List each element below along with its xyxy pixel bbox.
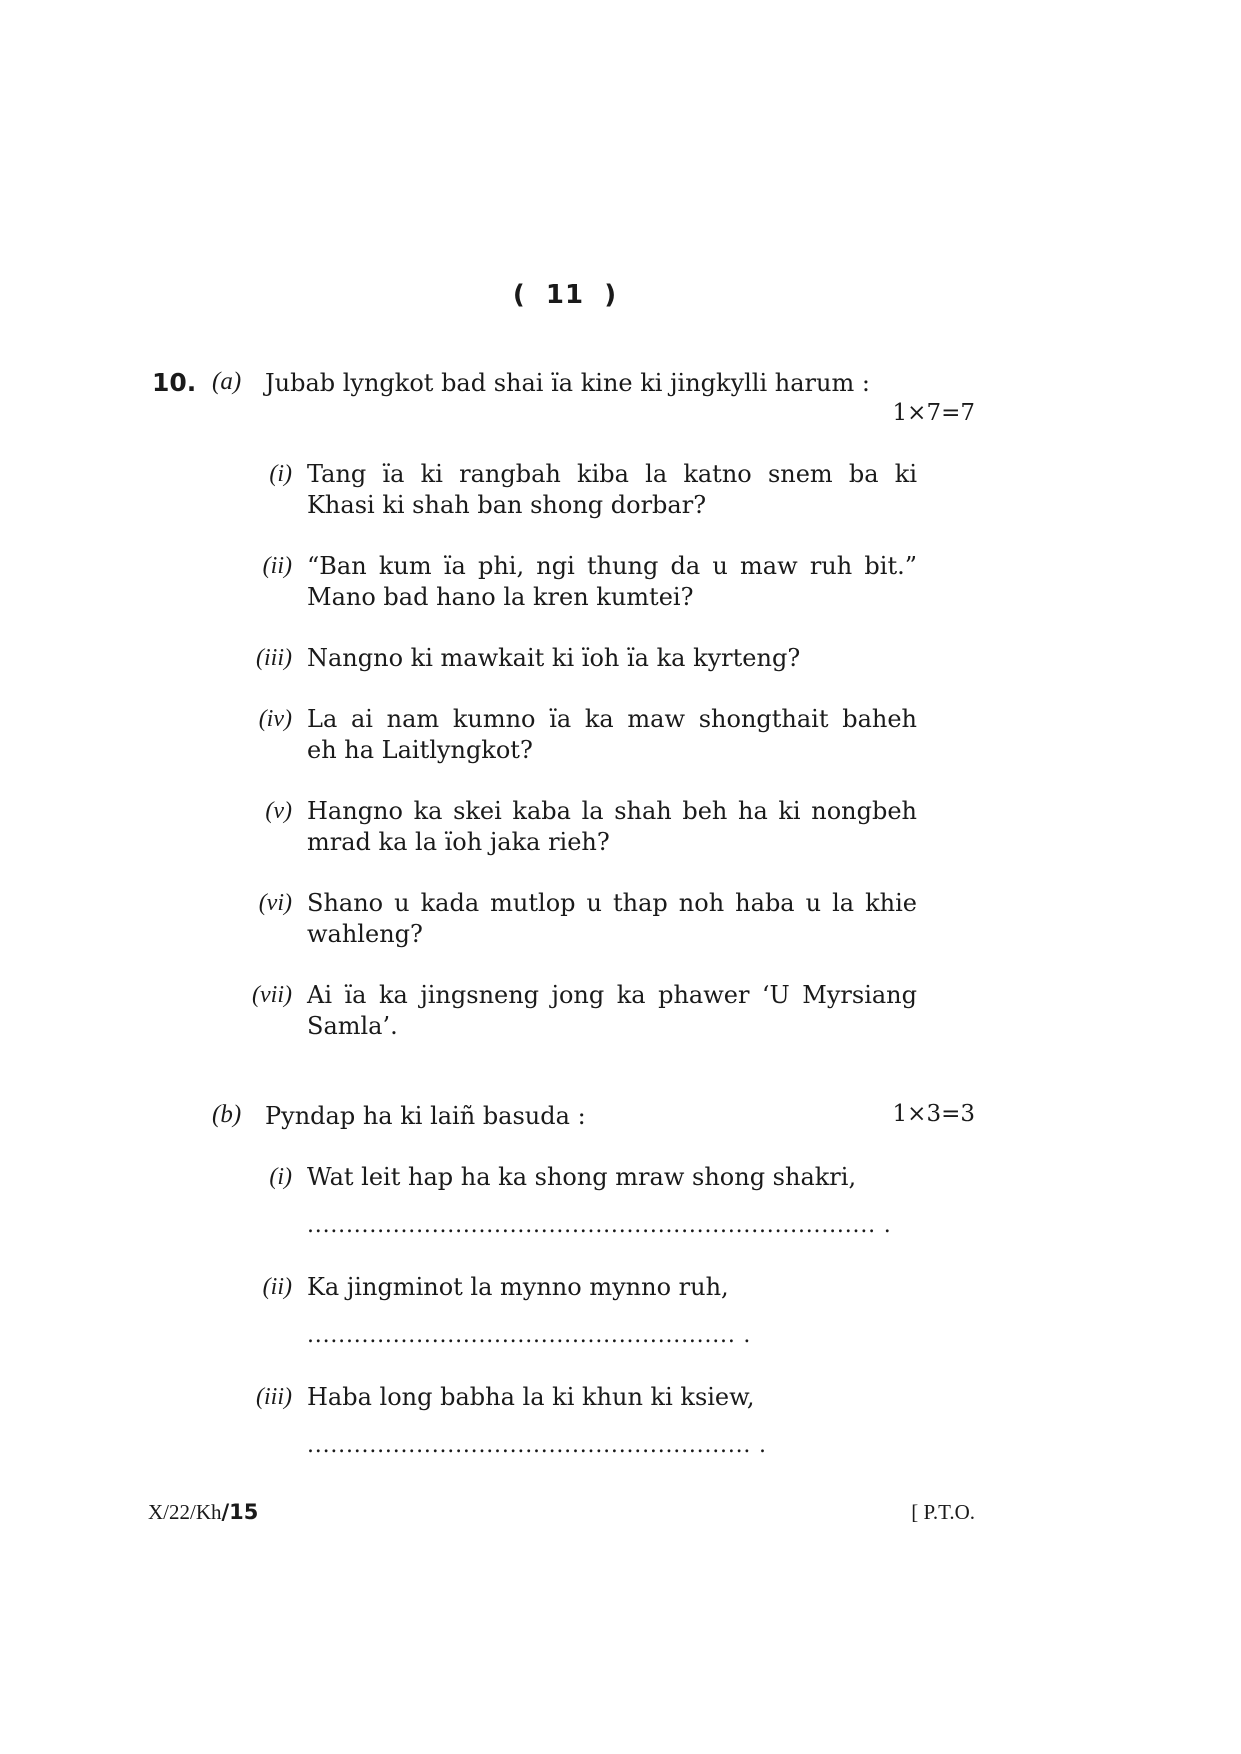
item-a-vi-line-1: Shano u kada mutlop u thap noh haba u la khie [307,889,917,917]
item-a-iv-line-2: eh ha Laitlyngkot? [307,736,533,764]
item-a-v-roman: (v) [265,798,292,824]
item-a-iii-line-1: Nangno ki mawkait ki ïoh ïa ka kyrteng? [307,644,801,672]
item-a-vi-roman: (vi) [258,890,292,916]
paper-code-suffix: /15 [221,1500,259,1524]
part-a-marks: 1×7=7 [892,400,975,426]
item-a-vii-roman: (vii) [252,982,292,1008]
item-a-ii-roman: (ii) [262,553,292,579]
item-a-iv-roman: (iv) [258,706,292,732]
item-b-i-blank: ......................................................................... . [307,1213,892,1238]
question-number: 10. [152,368,197,397]
item-b-iii-line: Haba long babha la ki khun ki ksiew, [307,1383,755,1411]
item-b-i-line: Wat leit hap ha ka shong mraw shong shakri, [307,1163,857,1191]
item-a-v-line-2: mrad ka la ïoh jaka rieh? [307,828,610,856]
part-b-marks: 1×3=3 [892,1101,975,1127]
part-a-label: (a) [212,368,242,395]
item-b-ii-roman: (ii) [262,1274,292,1300]
part-a-instruction: Jubab lyngkot bad shai ïa kine ki jingkylli harum : [265,369,870,397]
part-b-instruction: Pyndap ha ki laiñ basuda : [265,1102,586,1130]
page-number: ( 11 ) [512,280,618,310]
item-b-i-roman: (i) [269,1164,292,1190]
item-b-iii-blank: ......................................................... . [307,1433,767,1458]
item-a-i-line-2: Khasi ki shah ban shong dorbar? [307,491,707,519]
item-a-vi-line-2: wahleng? [307,920,423,948]
item-a-iv-line-1: La ai nam kumno ïa ka maw shongthait baheh [307,705,917,733]
paper-code-prefix: X/22/Kh [148,1500,222,1524]
item-a-i-roman: (i) [269,461,292,487]
paper-code [148,1500,258,1525]
item-a-i-line-1: Tang ïa ki rangbah kiba la katno snem ba ki [307,460,917,488]
item-a-v-line-1: Hangno ka skei kaba la shah beh ha ki nongbeh [307,797,917,825]
pto-note: [ P.T.O. [911,1500,975,1524]
item-b-ii-blank: ....................................................... . [307,1323,752,1348]
item-a-ii-line-2: Mano bad hano la kren kumtei? [307,583,694,611]
part-b-label: (b) [212,1101,242,1128]
item-a-vii-line-1: Ai ïa ka jingsneng jong ka phawer ‘U Myrsiang [307,981,917,1009]
item-a-iii-roman: (iii) [256,645,292,671]
item-b-iii-roman: (iii) [256,1384,292,1410]
item-b-ii-line: Ka jingminot la mynno mynno ruh, [307,1273,729,1301]
item-a-ii-line-1: “Ban kum ïa phi, ngi thung da u maw ruh bit.” [307,552,917,580]
item-a-vii-line-2: Samla’. [307,1012,398,1040]
